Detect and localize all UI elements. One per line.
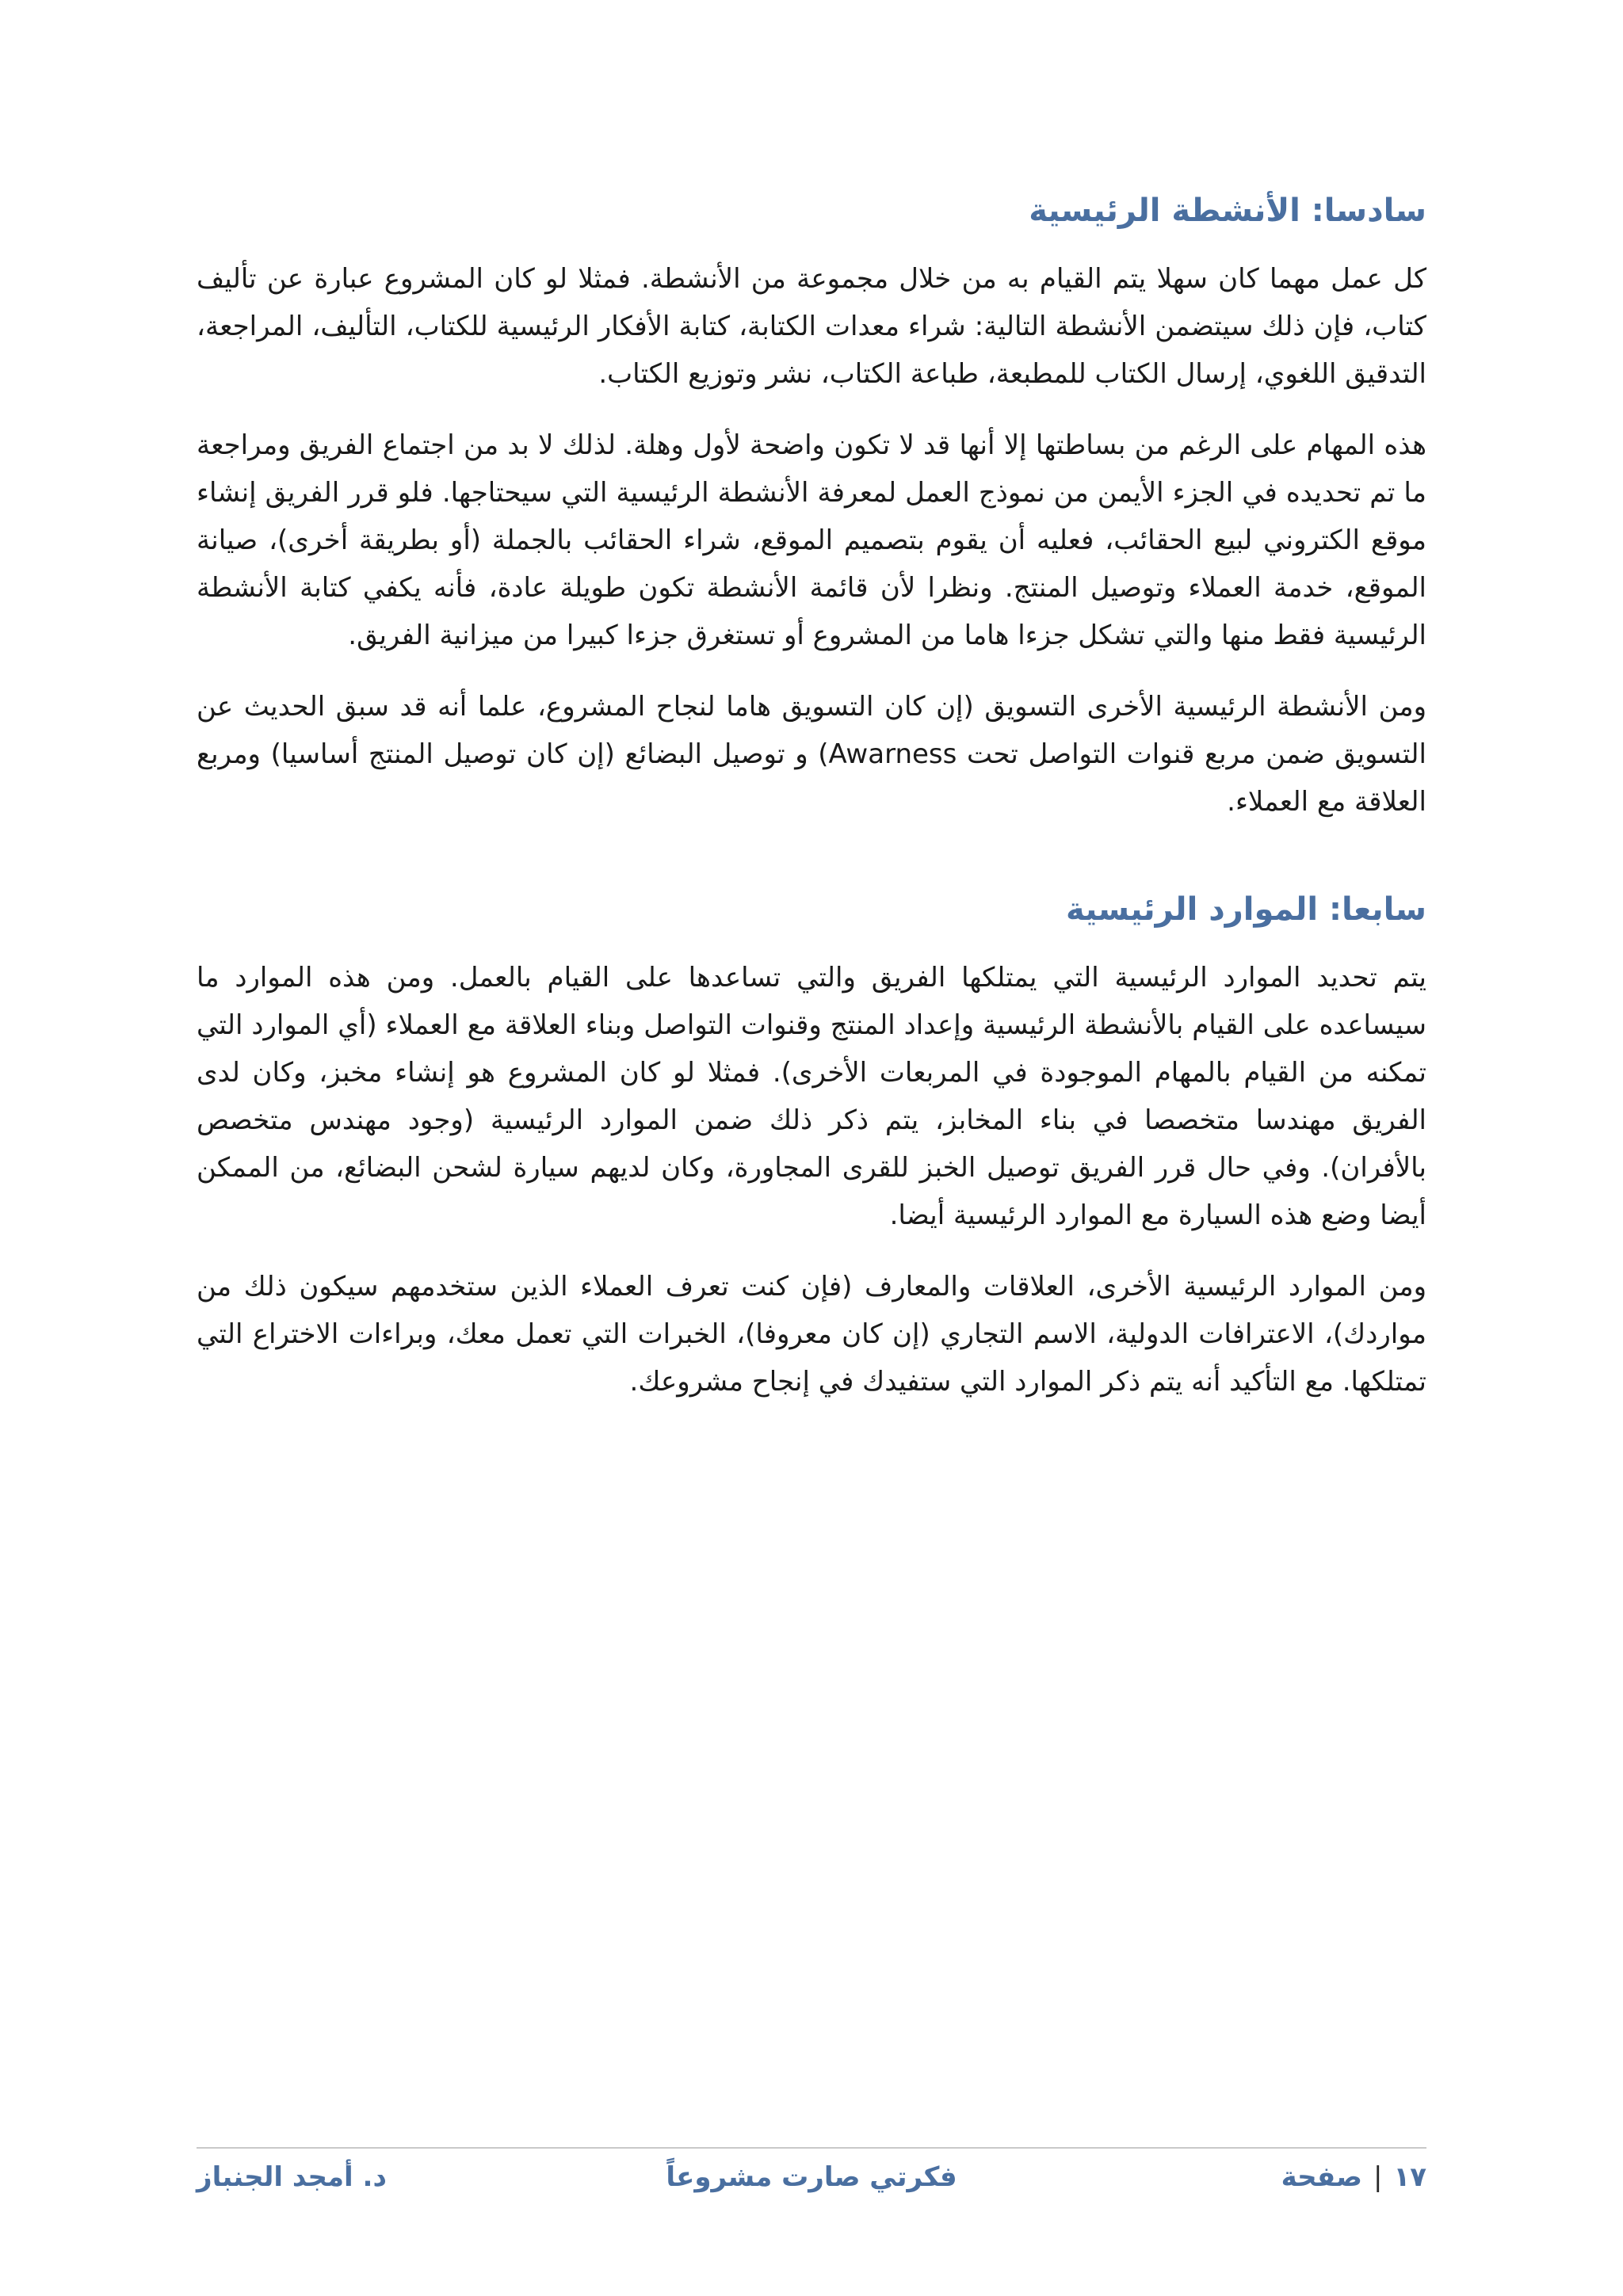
footer-separator: | (1373, 2161, 1383, 2193)
section-key-activities (197, 190, 1426, 826)
author-name: د. أمجد الجنباز (197, 2161, 387, 2193)
paragraph: كل عمل مهما كان سهلا يتم القيام به من خلال مجموعة من الأنشطة. فمثلا لو كان المشروع عبارة عن تأليف كتاب، فإن ذلك سيتضمن الأنشطة التالية: شراء معدات الكتابة، كتابة الأفكار الرئيسية للكتاب، التأليف، المراجعة، التدقيق اللغوي، إرسال الكتاب للمطبعة، طباعة الكتاب، نشر وتوزيع الكتاب. (197, 263, 1426, 390)
paragraph: يتم تحديد الموارد الرئيسية التي يمتلكها الفريق والتي تساعدها على القيام بالعمل. ومن هذه الموارد ما سيساعده على القيام بالأنشطة الرئيسية وإعداد المنتج وقنوات التواصل وبناء العلاقة مع العملاء (أي الموارد التي تمكنه من القيام بالمهام الموجودة في المربعات الأخرى). فمثلا لو كان المشروع هو إنشاء مخبز، وكان لدى الفريق مهندسا متخصصا في بناء المخابز، يتم ذكر ذلك ضمن الموارد الرئيسية (وجود مهندس متخصص بالأفران). وفي حال قرر الفريق توصيل الخبز للقرى المجاورة، وكان لديهم سيارة لشحن البضائع، من الممكن أيضا وضع هذه السيارة مع الموارد الرئيسية أيضا. (197, 962, 1426, 1231)
section-heading-key-activities: سادسا: الأنشطة الرئيسية (1029, 193, 1426, 229)
page-footer (197, 2147, 1426, 2196)
page-label: صفحة (1281, 2161, 1363, 2193)
paragraph: هذه المهام على الرغم من بساطتها إلا أنها قد لا تكون واضحة لأول وهلة. لذلك لا بد من اجتماع الفريق ومراجعة ما تم تحديده في الجزء الأيمن من نموذج العمل لمعرفة الأنشطة الرئيسية التي سيحتاجها. فلو قرر الفريق إنشاء موقع الكتروني لبيع الحقائب، فعليه أن يقوم بتصميم الموقع، شراء الحقائب بالجملة (أو بطريقة أخرى)، صيانة الموقع، خدمة العملاء وتوصيل المنتج. ونظرا لأن قائمة الأنشطة تكون طويلة عادة، فأنه يكفي كتابة الأنشطة الرئيسية فقط منها والتي تشكل جزءا هاما من المشروع أو تستغرق جزءا كبيرا من ميزانية الفريق. (197, 429, 1426, 651)
section-heading-key-resources: سابعا: الموارد الرئيسية (1066, 891, 1426, 928)
section-spacer (197, 849, 1426, 889)
section-key-resources (197, 889, 1426, 1405)
page-number: ١٧ (1393, 2161, 1426, 2193)
paragraph: ومن الموارد الرئيسية الأخرى، العلاقات والمعارف (فإن كنت تعرف العملاء الذين ستخدمهم سيكون ذلك من مواردك)، الاعترافات الدولية، الاسم التجاري (إن كان معروفا)، الخبرات التي تعمل معك، وبراءات الاختراع التي تمتلكها. مع التأكيد أنه يتم ذكر الموارد التي ستفيدك في إنجاح مشروعك. (197, 1271, 1426, 1398)
paragraph: ومن الأنشطة الرئيسية الأخرى التسويق (إن كان التسويق هاما لنجاح المشروع، علما أنه قد سبق الحديث عن التسويق ضمن مربع قنوات التواصل تحت Awarness) و توصيل البضائع (إن كان توصيل المنتج أساسيا) ومربع العلاقة مع العملاء. (197, 691, 1426, 818)
book-title: فكرتي صارت مشروعاً (666, 2161, 957, 2193)
footer-page-indicator (1281, 2161, 1426, 2193)
page-content (197, 190, 1426, 1429)
